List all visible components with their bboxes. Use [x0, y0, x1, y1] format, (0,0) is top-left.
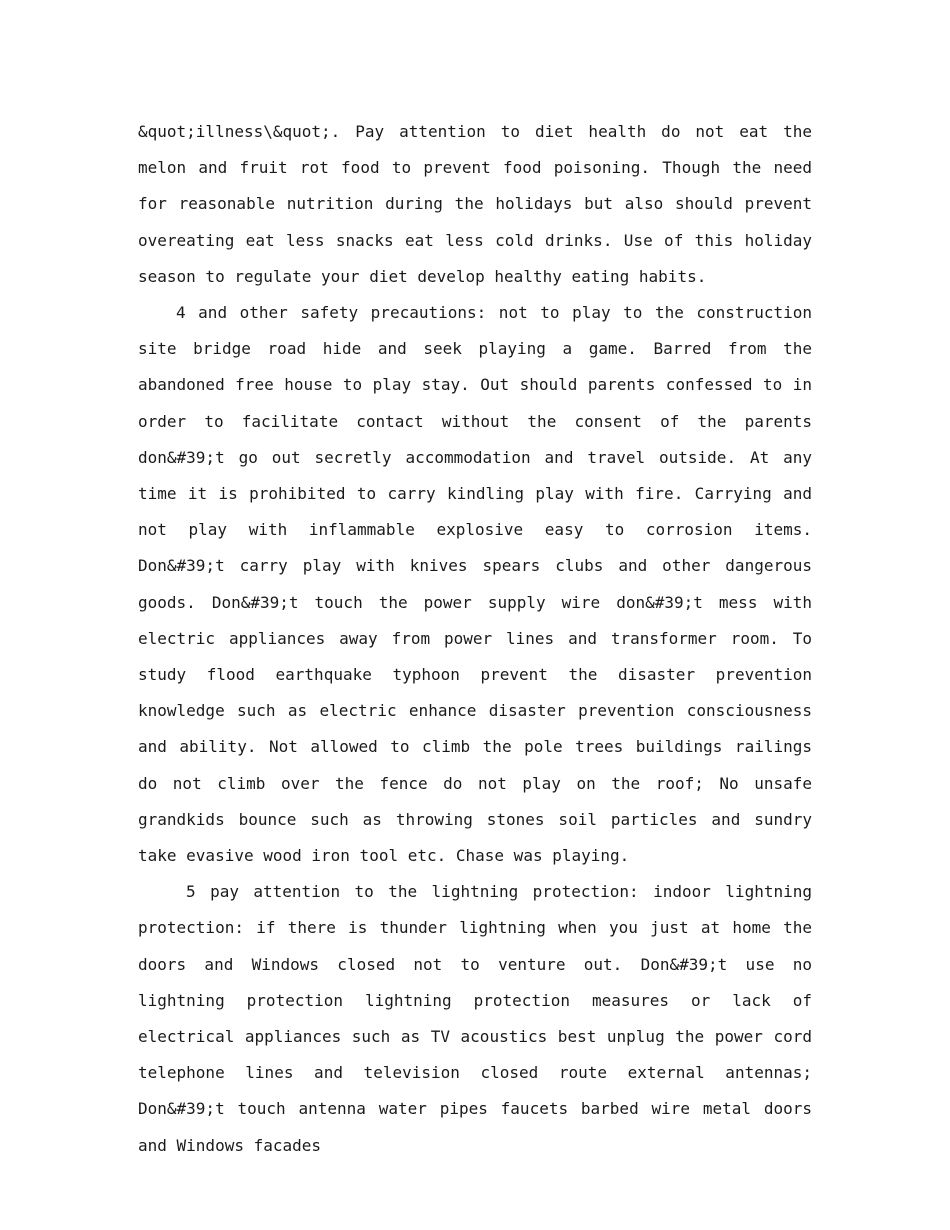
paragraph-safety-precautions: 4 and other safety precautions: not to play to the construction site bridge road hide and seek playing a game. Barred from the abandoned free house to play stay. Out should parents confessed to in order to facilitate contact without the consent of the parents don&#39;t go out secretly accommodation and travel outside. At any time it is prohibited to carry kindling play with fire. Carrying and not play with inflammable explosive easy to corrosion items. Don&#39;t carry play with knives spears clubs and other dangerous goods. Don&#39;t touch the power supply wire don&#39;t mess with electric appliances away from power lines and transformer room. To study flood earthquake typhoon prevent the disaster prevention knowledge such as electric enhance disaster prevention consciousness and ability. Not allowed to climb the pole trees buildings railings do not climb over the fence do not play on the roof; No unsafe grandkids bounce such as throwing stones soil particles and sundry take evasive wood iron tool etc. Chase was playing. [138, 303, 812, 866]
paragraph-diet-health: &quot;illness\&quot;. Pay attention to diet health do not eat the melon and fruit rot food to prevent food poisoning. Though the need for reasonable nutrition during the holidays but also should prevent overeating eat less snacks eat less cold drinks. Use of this holiday season to regulate your diet develop healthy eating habits. [138, 122, 812, 286]
document-body [138, 114, 812, 1164]
paragraph-lightning-protection: 5 pay attention to the lightning protection: indoor lightning protection: if there is thunder lightning when you just at home the doors and Windows closed not to venture out. Don&#39;t use no lightning protection lightning protection measures or lack of electrical appliances such as TV acoustics best unplug the power cord telephone lines and television closed route external antennas; Don&#39;t touch antenna water pipes faucets barbed wire metal doors and Windows facades [138, 882, 812, 1155]
